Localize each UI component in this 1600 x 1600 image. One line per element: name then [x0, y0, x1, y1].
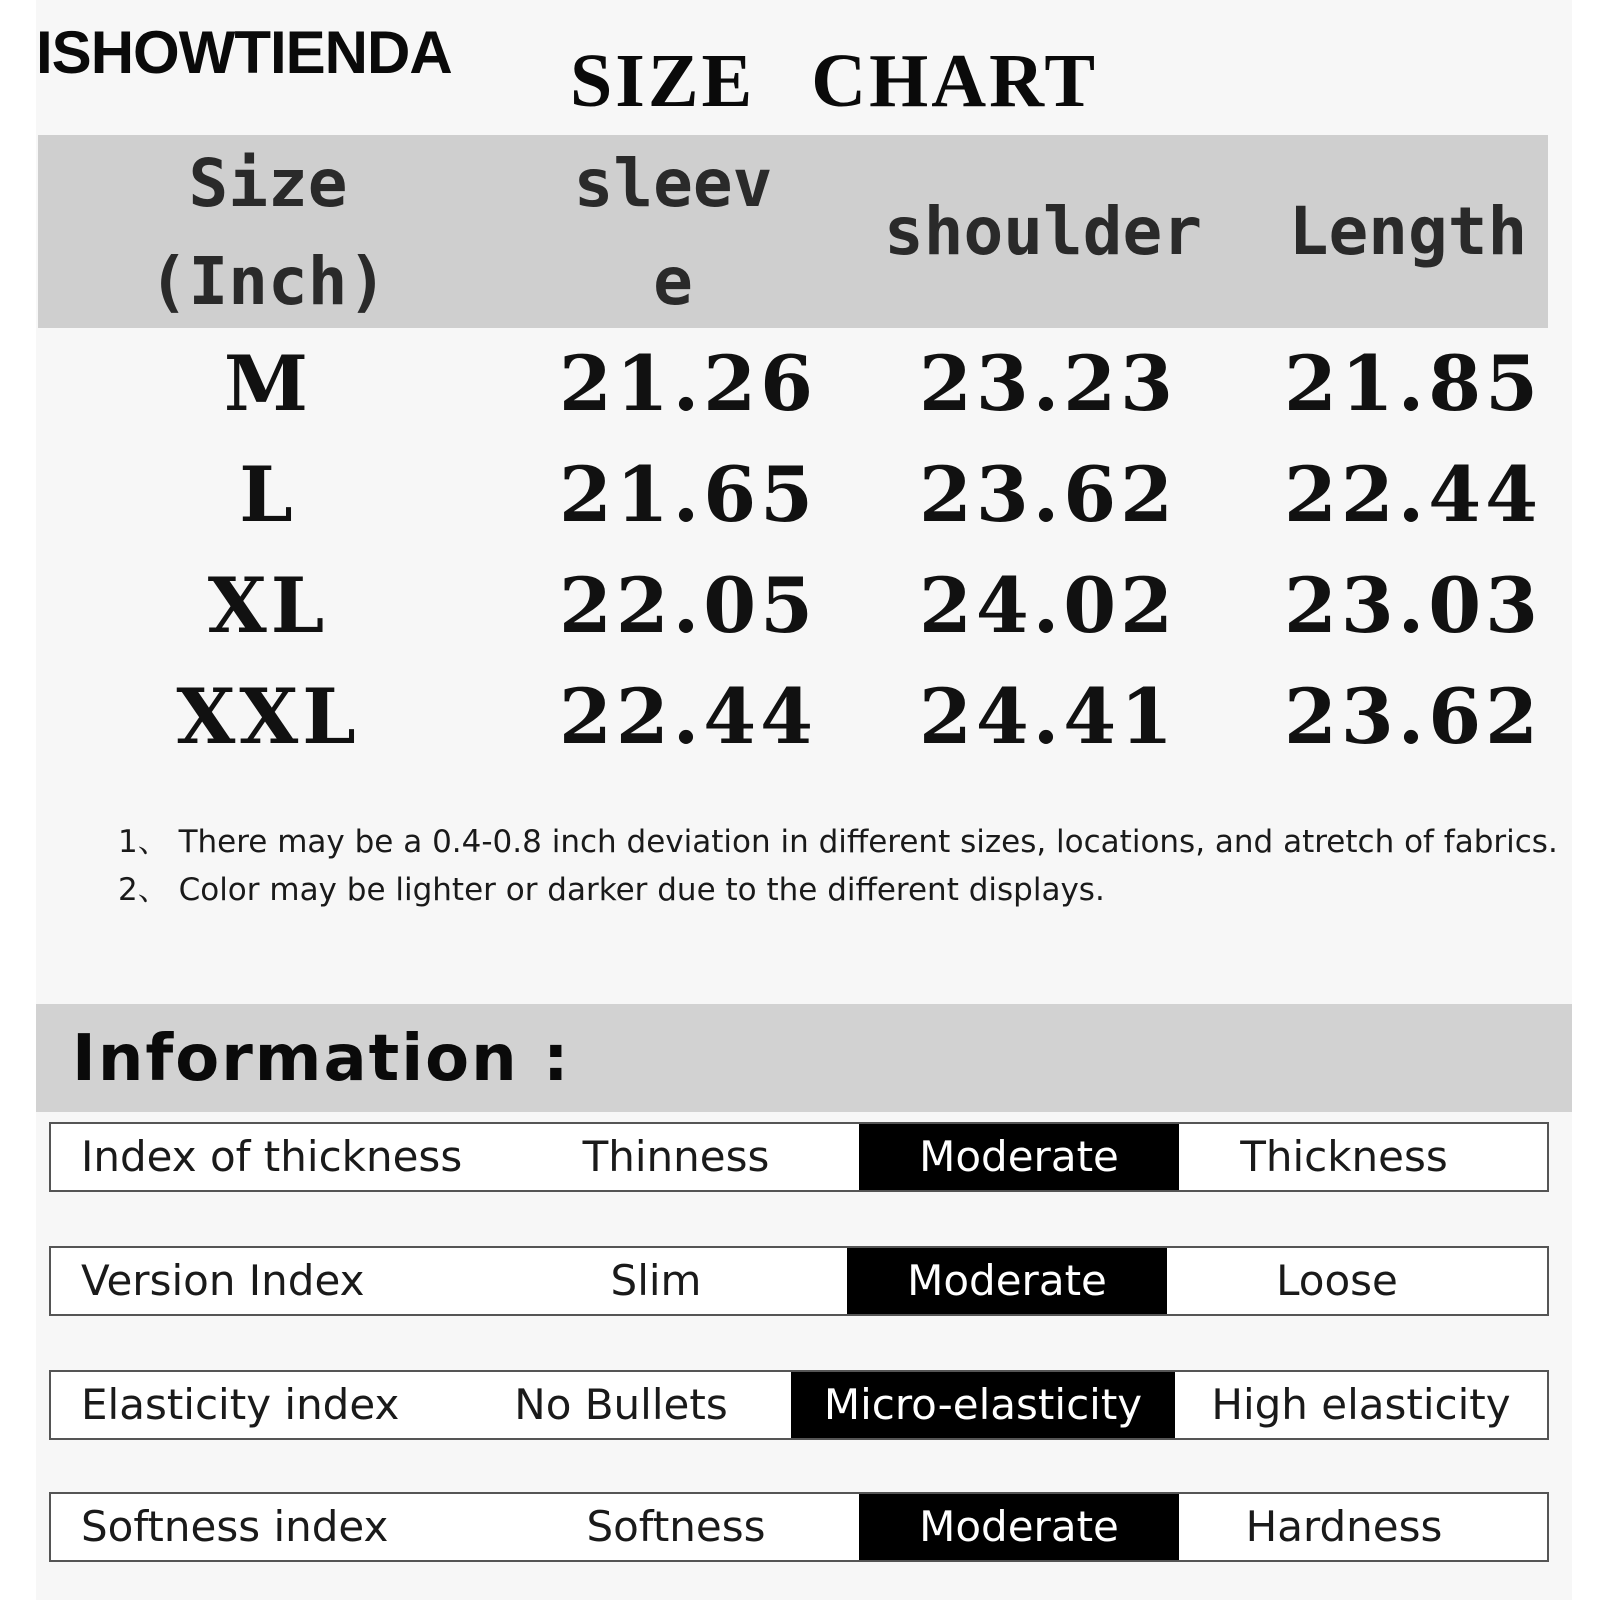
header-size [108, 135, 428, 331]
attr-option-selected: Moderate [859, 1124, 1179, 1190]
header-length: Length [1288, 193, 1528, 270]
table-cell-shoulder: 24.41 [919, 672, 1177, 761]
header-size-line1: Size [188, 145, 348, 222]
attr-option: No Bullets [514, 1380, 728, 1429]
table-cell-size: XL [207, 561, 329, 650]
information-header [36, 1004, 1572, 1112]
table-cell-length: 23.03 [1284, 561, 1542, 650]
page-title: SIZE CHART [570, 39, 1099, 123]
table-cell-sleeve: 22.05 [559, 561, 817, 650]
size-chart-header [38, 135, 1548, 328]
table-row [38, 439, 1548, 550]
attr-option: Thickness [1240, 1132, 1448, 1181]
attr-label: Index of thickness [81, 1132, 463, 1181]
attr-option: Loose [1276, 1256, 1398, 1305]
attr-option-selected: Moderate [847, 1248, 1167, 1314]
attr-option: Softness [586, 1502, 766, 1551]
table-cell-sleeve: 21.65 [559, 450, 817, 539]
version-index-row [49, 1246, 1549, 1316]
size-notes [118, 818, 1558, 914]
table-cell-size: M [223, 339, 313, 428]
thickness-index-row [49, 1122, 1549, 1192]
size-chart-table [38, 135, 1548, 772]
table-row [38, 328, 1548, 439]
table-cell-shoulder: 24.02 [919, 561, 1177, 650]
attr-option: High elasticity [1211, 1380, 1511, 1429]
table-cell-length: 22.44 [1284, 450, 1542, 539]
table-cell-length: 21.85 [1284, 339, 1542, 428]
table-row [38, 550, 1548, 661]
header-shoulder: shoulder [884, 193, 1202, 270]
table-cell-size: L [239, 450, 297, 539]
attr-option-selected: Moderate [859, 1494, 1179, 1560]
header-sleeve-line1: sleev [573, 145, 773, 222]
information-title: Information : [72, 1022, 571, 1096]
table-cell-sleeve: 22.44 [559, 672, 817, 761]
table-cell-length: 23.62 [1284, 672, 1542, 761]
note-deviation: 1、 There may be a 0.4-0.8 inch deviation in different sizes, locations, and atretch of fabrics. [118, 824, 1558, 860]
table-row [38, 661, 1548, 772]
header-sleeve [528, 135, 818, 331]
attr-label: Softness index [81, 1502, 389, 1551]
table-cell-shoulder: 23.62 [919, 450, 1177, 539]
header-sleeve-line2: e [653, 243, 693, 320]
note-color: 2、 Color may be lighter or darker due to the different displays. [118, 872, 1105, 908]
attr-option: Slim [610, 1256, 702, 1305]
attr-option-selected: Micro-elasticity [791, 1372, 1175, 1438]
table-cell-shoulder: 23.23 [919, 339, 1177, 428]
elasticity-index-row [49, 1370, 1549, 1440]
attr-label: Elasticity index [81, 1380, 400, 1429]
table-cell-sleeve: 21.26 [559, 339, 817, 428]
attr-label: Version Index [81, 1256, 365, 1305]
attr-option: Hardness [1245, 1502, 1443, 1551]
header-size-line2: (Inch) [148, 243, 388, 320]
attr-option: Thinness [582, 1132, 770, 1181]
softness-index-row [49, 1492, 1549, 1562]
table-cell-size: XXL [176, 672, 360, 761]
brand-logo: ISHOWTIENDA [36, 19, 452, 86]
